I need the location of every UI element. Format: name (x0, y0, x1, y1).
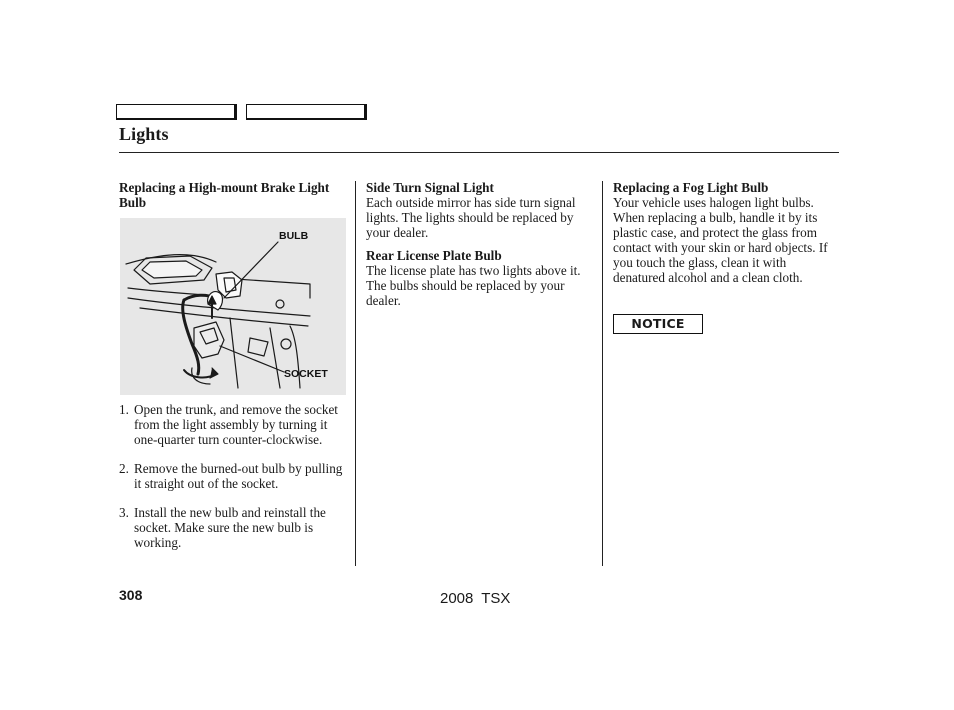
side-turn-section (366, 180, 596, 240)
page-title: Lights (119, 124, 169, 144)
rear-plate-section (366, 248, 596, 308)
brake-light-illustration (120, 218, 346, 395)
step-number: 2. (119, 461, 129, 476)
socket-callout-label: SOCKET (284, 368, 328, 380)
step-text: Remove the burned-out bulb by pulling it straight out of the socket. (134, 461, 343, 491)
column-high-mount-brake (119, 180, 351, 210)
step-text: Open the trunk, and remove the socket from the light assembly by turning it one-quarter turn counter-clockwise. (134, 402, 338, 447)
column-divider-1 (355, 181, 356, 566)
list-item (119, 505, 351, 550)
fog-light-text: Your vehicle uses halogen light bulbs. When replacing a bulb, handle it by its plastic case, and protect the glass from contact with your skin or hard objects. If you touch the glass, clean it with denatured alcohol and a clean cloth. (613, 195, 828, 285)
column-divider-2 (602, 181, 603, 566)
nav-tab-contents[interactable] (246, 104, 367, 120)
side-turn-text: Each outside mirror has side turn signal lights. The lights should be replaced by your dealer. (366, 195, 576, 240)
rear-plate-text: The license plate has two lights above it. The bulbs should be replaced by your dealer. (366, 263, 581, 308)
footer-model: 2008 TSX (440, 590, 511, 607)
brake-light-steps (119, 402, 351, 564)
notice-badge: NOTICE (613, 314, 703, 334)
list-item (119, 461, 351, 491)
fog-light-heading: Replacing a Fog Light Bulb (613, 180, 769, 195)
step-number: 3. (119, 505, 129, 520)
rear-plate-heading: Rear License Plate Bulb (366, 248, 502, 263)
step-number: 1. (119, 402, 129, 417)
high-mount-brake-heading: Replacing a High-mount Brake Light Bulb (119, 180, 330, 210)
nav-tab-main-menu[interactable] (116, 104, 237, 120)
list-item (119, 402, 351, 447)
column-fog-light (613, 180, 841, 285)
column-other-lights (366, 180, 596, 316)
step-text: Install the new bulb and reinstall the socket. Make sure the new bulb is working. (134, 505, 326, 550)
title-divider (119, 152, 839, 153)
bulb-callout-label: BULB (279, 230, 309, 242)
side-turn-heading: Side Turn Signal Light (366, 180, 494, 195)
page-number: 308 (119, 587, 143, 603)
